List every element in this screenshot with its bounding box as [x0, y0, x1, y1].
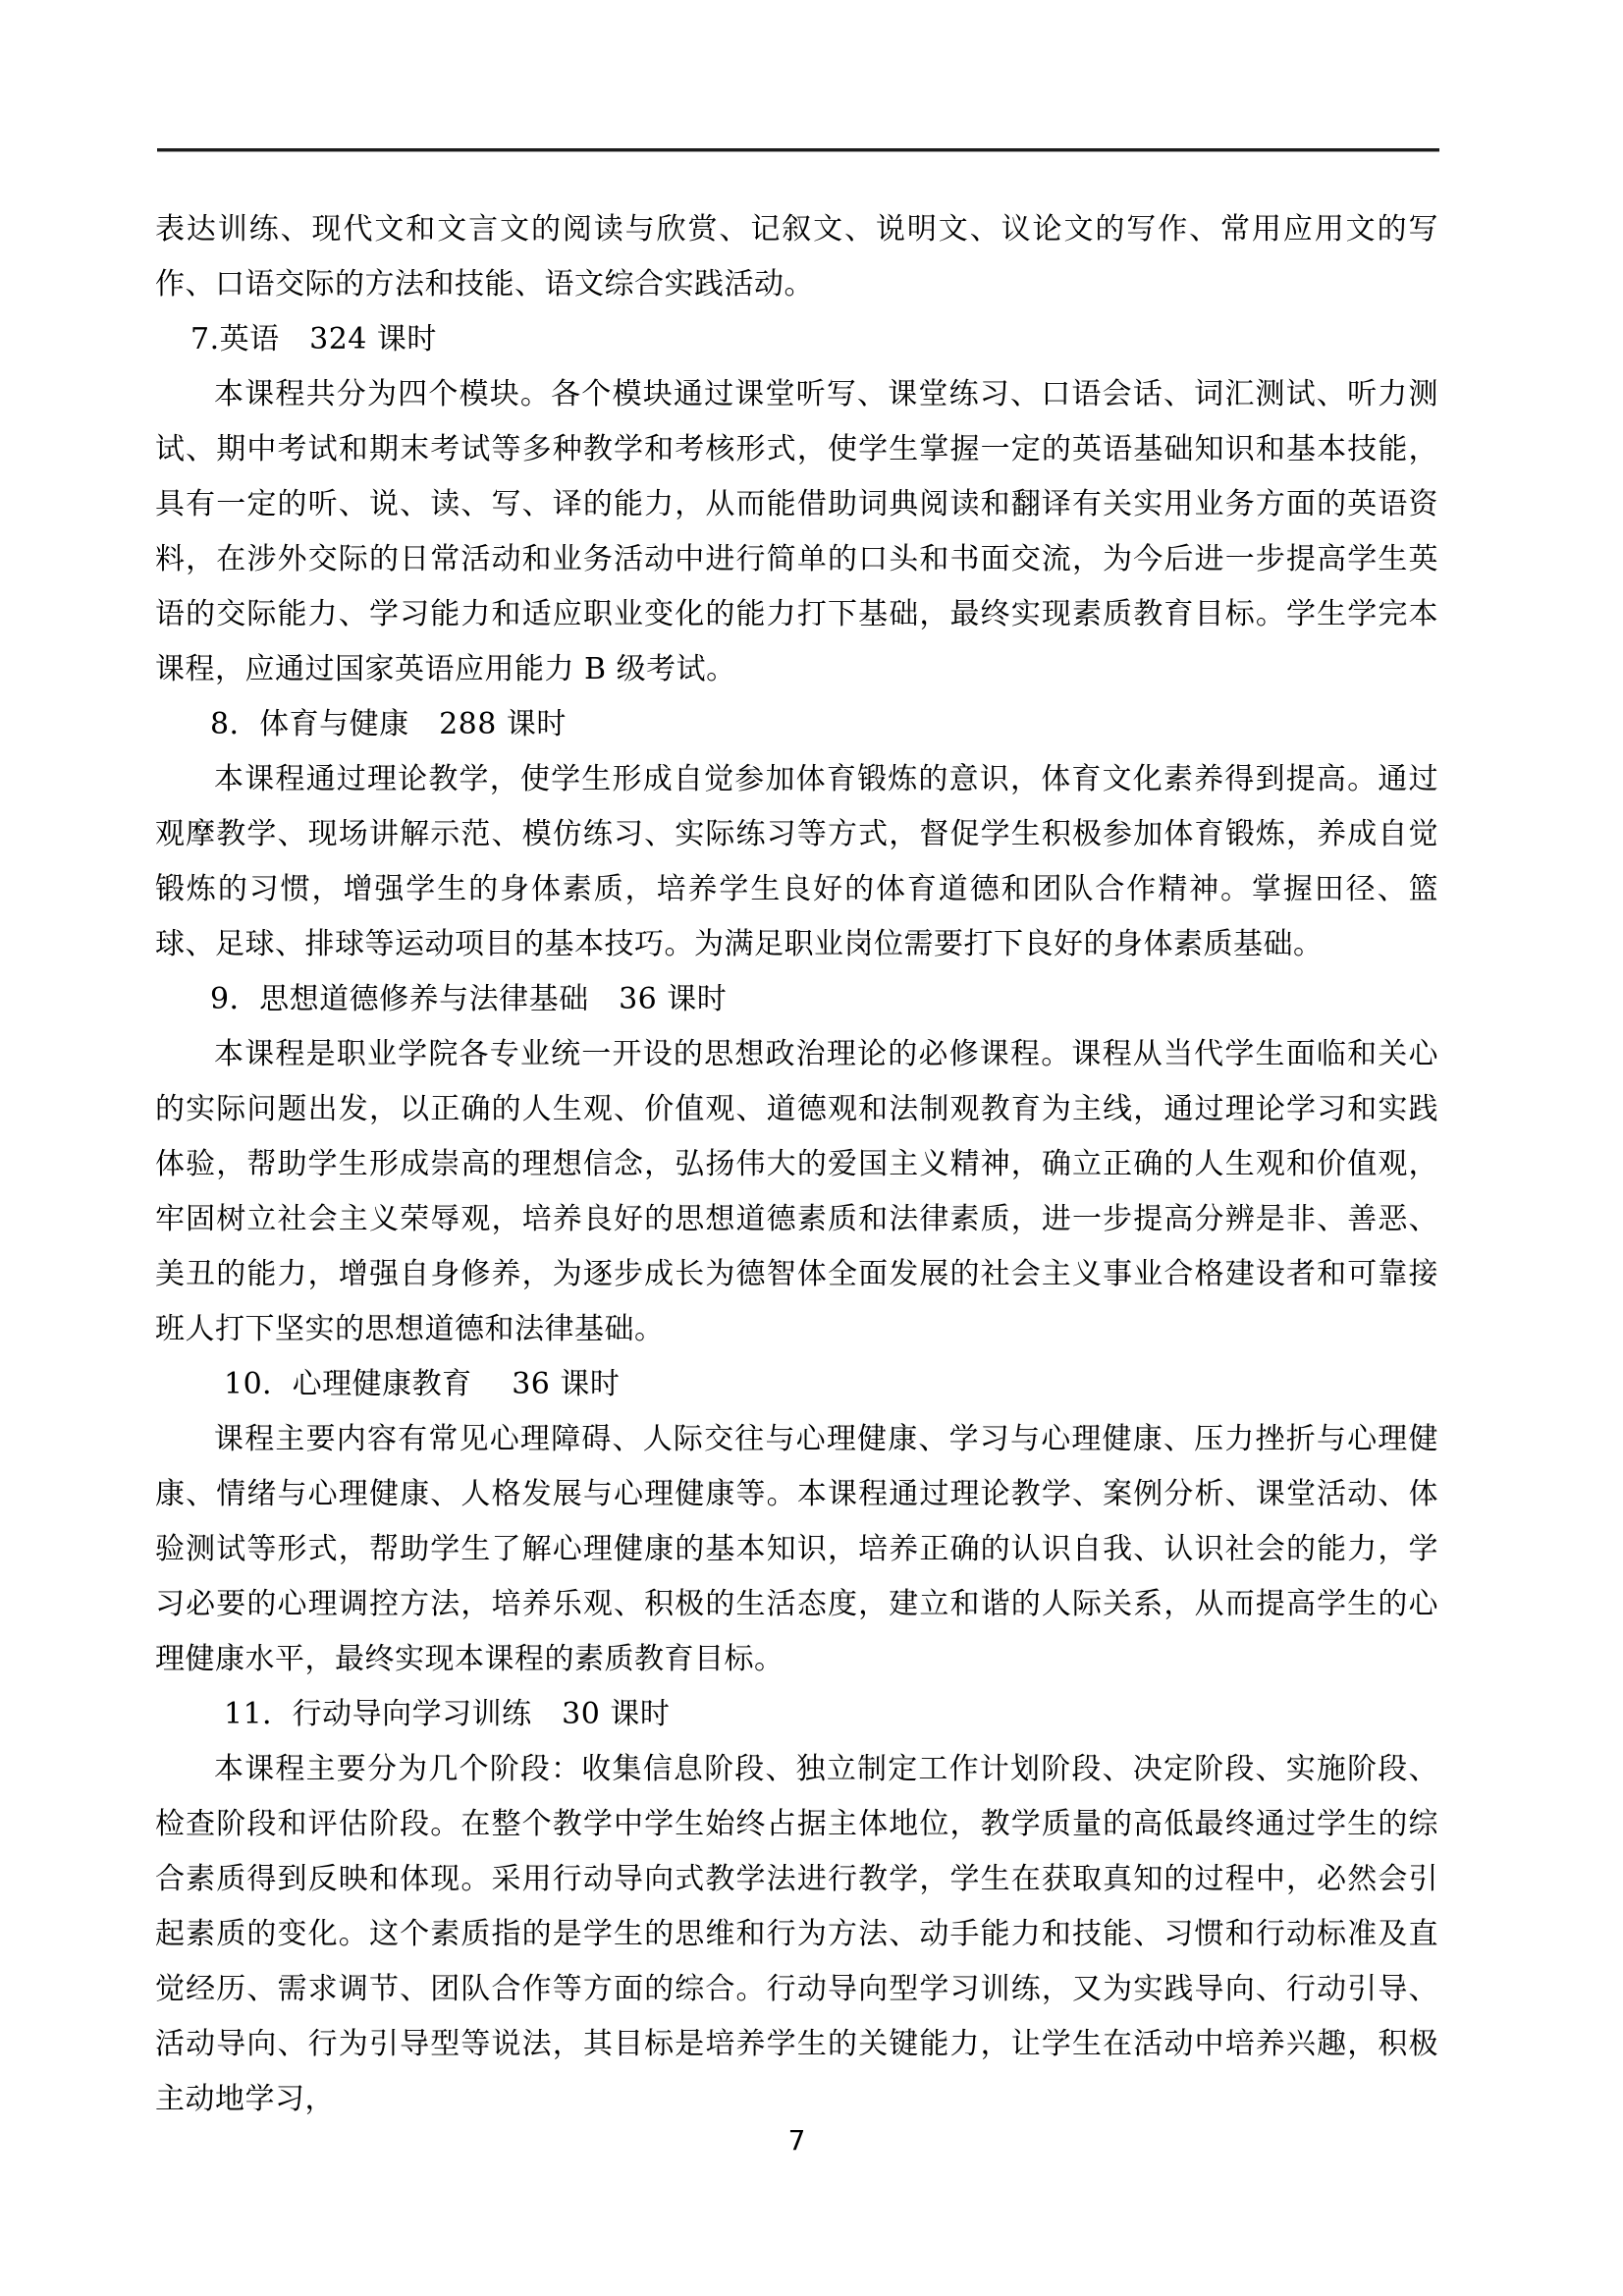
header-rule [157, 148, 1439, 152]
heading-course-11-action-oriented-learning: 11．行动导向学习训练 30 课时 [224, 1697, 671, 1731]
heading-course-7-english: 7.英语 324 课时 [190, 322, 437, 356]
paragraph-course-11-action-oriented-learning: 本课程主要分为几个阶段：收集信息阶段、独立制定工作计划阶段、决定阶段、实施阶段、检查阶段和评估阶段。在整个教学中学生始终占据主体地位，教学质量的高低最终通过学生的综合素质得到反映和体现。采用行动导向式教学法进行教学，学生在获取真知的过程中，必然会引起素质的变化。这个素质指的是学生的思维和行为方法、动手能力和技能、习惯和行动标准及直觉经历、需求调节、团队合作等方面的综合。行动导向型学习训练，又为实践导向、行动引导、活动导向、行为引导型等说法，其目标是培养学生的关键能力，让学生在活动中培养兴趣，积极主动地学习， [155, 1752, 1438, 2116]
heading-course-10-mental-health: 10．心理健康教育 36 课时 [224, 1367, 621, 1401]
paragraph-course-9-ideology-morality-law: 本课程是职业学院各专业统一开设的思想政治理论的必修课程。课程从当代学生面临和关心的实际问题出发，以正确的人生观、价值观、道德观和法制观教育为主线，通过理论学习和实践体验，帮助学生形成崇高的理想信念，弘扬伟大的爱国主义精神，确立正确的人生观和价值观，牢固树立社会主义荣辱观，培养良好的思想道德素质和法律素质，进一步提高分辨是非、善恶、美丑的能力，增强自身修养，为逐步成长为德智体全面发展的社会主义事业合格建设者和可靠接班人打下坚实的思想道德和法律基础。 [155, 1037, 1438, 1346]
paragraph-course-10-mental-health: 课程主要内容有常见心理障碍、人际交往与心理健康、学习与心理健康、压力挫折与心理健康、情绪与心理健康、人格发展与心理健康等。本课程通过理论教学、案例分析、课堂活动、体验测试等形式，帮助学生了解心理健康的基本知识，培养正确的认识自我、认识社会的能力，学习必要的心理调控方法，培养乐观、积极的生活态度，建立和谐的人际关系，从而提高学生的心理健康水平，最终实现本课程的素质教育目标。 [155, 1422, 1438, 1676]
heading-course-9-ideology-morality-law: 9．思想道德修养与法律基础 36 课时 [210, 982, 728, 1016]
heading-course-8-physical-education: 8．体育与健康 288 课时 [210, 707, 567, 741]
paragraph-chinese-course-continuation: 表达训练、现代文和文言文的阅读与欣赏、记叙文、说明文、议论文的写作、常用应用文的写作、口语交际的方法和技能、语文综合实践活动。 [155, 212, 1438, 301]
page-number: 7 [787, 2124, 806, 2157]
paragraph-course-8-physical-education: 本课程通过理论教学，使学生形成自觉参加体育锻炼的意识，体育文化素养得到提高。通过观摩教学、现场讲解示范、模仿练习、实际练习等方式，督促学生积极参加体育锻炼，养成自觉锻炼的习惯，增强学生的身体素质，培养学生良好的体育道德和团队合作精神。掌握田径、篮球、足球、排球等运动项目的基本技巧。为满足职业岗位需要打下良好的身体素质基础。 [155, 762, 1438, 961]
document-body [155, 202, 1438, 2127]
paragraph-course-7-english: 本课程共分为四个模块。各个模块通过课堂听写、课堂练习、口语会话、词汇测试、听力测试、期中考试和期末考试等多种教学和考核形式，使学生掌握一定的英语基础知识和基本技能，具有一定的听、说、读、写、译的能力，从而能借助词典阅读和翻译有关实用业务方面的英语资料，在涉外交际的日常活动和业务活动中进行简单的口头和书面交流，为今后进一步提高学生英语的交际能力、学习能力和适应职业变化的能力打下基础，最终实现素质教育目标。学生学完本课程，应通过国家英语应用能力 B 级考试。 [155, 377, 1438, 686]
